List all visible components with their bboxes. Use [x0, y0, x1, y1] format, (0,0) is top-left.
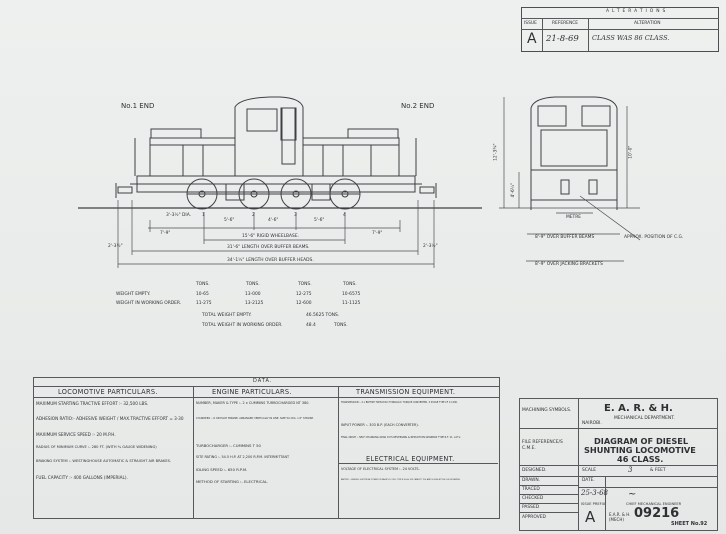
electrical-equipment-heading: ELECTRICAL EQUIPMENT.	[366, 455, 455, 463]
weights-header-4: TONS.	[343, 282, 357, 287]
weight-working-2: 13-2125	[245, 301, 264, 306]
diagram-title-line-1: DIAGRAM OF DIESEL	[594, 436, 689, 446]
cg-note: APPROX. POSITION OF C.G.	[624, 235, 684, 240]
end-dimension-left: 7'-9"	[160, 231, 171, 236]
electrical-line-2: BATTERY :- MESSRS. ELECTRICAL POWER STORAGE'S 12 CELL TYPE R.S.H.A. E19 CAPACITY 216 AMP. HOURS AT THE 5 HOUR RATING.	[341, 479, 461, 481]
passed-label: PASSED	[522, 505, 540, 510]
chief-engineer: CHIEF MECHANICAL ENGINEER	[626, 502, 682, 506]
alterations-title: ALTERATIONS	[606, 9, 669, 14]
loco-line-3: MAXIMUM SERVICE SPEED :- 20 M.P.H.	[36, 432, 116, 437]
engine-line-1: NUMBER, MAKER & TYPE :- 2 x CUMMINS TURBOCHARGED NT 380.	[196, 401, 310, 405]
loco-line-5: BRAKING SYSTEM :- WESTINGHOUSE AUTOMATIC & STRAIGHT AIR BRAKES.	[36, 459, 172, 463]
weight-working-3: 12-600	[296, 301, 312, 306]
axle-spacing-2: 4'-6"	[268, 218, 279, 223]
weight-working-1: 11-275	[196, 301, 212, 306]
overhang-right: 2'-3½"	[423, 244, 438, 249]
transmission-line-3: FINAL DRIVE :- SELF CHANGING GEAR CO'S REVERSING & REDUCTION GEARBOX TYPE R.F. 11. A.E.V.	[341, 436, 461, 439]
engine-particulars-heading: ENGINE PARTICULARS.	[212, 388, 292, 396]
weight-empty-1: 10-65	[196, 292, 209, 297]
sheet-number: SHEET No.92	[671, 521, 708, 527]
city: NAIROBI.	[582, 421, 602, 426]
diagram-title-line-2: SHUNTING LOCOMOTIVE	[584, 445, 696, 455]
engine-line-6: METHOD OF STARTING :- ELECTRICAL.	[196, 479, 269, 484]
length-over-heads: 34'-1½" LENGTH OVER BUFFER HEADS.	[227, 258, 314, 263]
loco-line-2: ADHESION RATIO:- ADHESIVE WEIGHT / MAX.TRACTIVE EFFORT = 3·30	[36, 416, 184, 421]
wheel-number-2: 2	[252, 213, 255, 218]
designed-label: DESIGNED.	[522, 468, 547, 473]
file-reference: FILE REFERENCE/S C.M.E.	[522, 440, 563, 451]
data-title: DATA.	[253, 378, 273, 384]
alterations-header-issue: ISSUE	[524, 21, 537, 26]
total-empty-label: TOTAL WEIGHT EMPTY.	[202, 313, 252, 318]
wheel-number-4: 4	[343, 213, 346, 218]
weight-working-4: 11-1125	[342, 301, 361, 306]
alteration-text: CLASS WAS 86 CLASS.	[592, 34, 670, 42]
diagram-title-line-3: 46 CLASS.	[617, 454, 664, 464]
machining-symbols: MACHINING SYMBOLS.	[522, 408, 572, 413]
height-overall: 12'-3¼"	[493, 143, 499, 161]
axle-spacing-3: 5'-6"	[314, 218, 325, 223]
weight-working-label: WEIGHT IN WORKING ORDER.	[116, 301, 182, 306]
scale-value: 3	[628, 466, 633, 474]
transmission-equipment-heading: TRANSMISSION EQUIPMENT.	[356, 388, 456, 396]
no1-end-label: No.1 END	[121, 102, 155, 110]
end-over-beams: 8'-9" OVER BUFFER BEAMS	[535, 235, 595, 240]
over-jacking: 8'-9" OVER JACKING BRACKETS	[535, 262, 603, 267]
date-label: DATE.	[582, 478, 595, 483]
overhang-left: 2'-3½"	[108, 244, 123, 249]
wheel-number-3: 3	[294, 213, 297, 218]
drawing-number: 09216	[634, 506, 680, 521]
date-value: 25-3-68	[581, 489, 608, 497]
ear-label: E.A.R. & H. (MECH)	[609, 512, 631, 523]
no2-end-label: No.2 END	[401, 102, 435, 110]
weights-header-3: TONS.	[298, 282, 312, 287]
locomotive-particulars-heading: LOCOMOTIVE PARTICULARS.	[58, 388, 158, 396]
loco-line-6: FUEL CAPACITY :- 400 GALLONS (IMPERIAL).	[36, 475, 128, 480]
department: MECHANICAL DEPARTMENT.	[614, 416, 675, 421]
wheel-diameter: 3'-3½" DIA.	[166, 213, 192, 218]
weight-empty-label: WEIGHT EMPTY.	[116, 292, 151, 297]
alteration-reference: 21-8-69	[546, 34, 579, 44]
scale-label: SCALE	[582, 468, 597, 473]
total-working-label: TOTAL WEIGHT IN WORKING ORDER.	[202, 323, 283, 328]
height-cab: 10'-0"	[628, 145, 634, 159]
chief-signature: ~	[628, 489, 637, 500]
weight-empty-2: 13-000	[245, 292, 261, 297]
weights-header-1: TONS.	[196, 282, 210, 287]
transmission-line-2: INPUT POWER :- 303 B.P. (EACH CONVERTER).	[341, 423, 419, 427]
alteration-issue: A	[527, 31, 537, 47]
engine-line-2: CYLINDERS :- 6 ON EACH ENGINE, ARRANGED VERTICALLY IN LINE. SIZE 5⅛ DIA. x 6" STROKE.	[196, 417, 314, 420]
drawn-label: DRAWN.	[522, 478, 541, 483]
weights-header-2: TONS.	[246, 282, 260, 287]
checked-label: CHECKED	[522, 496, 544, 501]
electrical-line-1: VOLTAGE OF ELECTRICAL SYSTEM :- 24 VOLTS.	[341, 467, 420, 471]
engine-line-5: IDLING SPEED :- 650 R.P.M.	[196, 467, 248, 472]
axle-spacing-1: 5'-6"	[224, 218, 235, 223]
loco-line-4: RADIUS OF MINIMUM CURVE :- 280 FT. (WITH ¾ GAUGE WIDENING)	[36, 445, 157, 449]
loco-line-1: MAXIMUM STARTING TRACTIVE EFFORT :- 32,500 LBS.	[36, 401, 149, 406]
wheel-number-1: 1	[202, 213, 205, 218]
approved-label: APPROVED	[522, 515, 546, 520]
weight-empty-4: 10-6575	[342, 292, 361, 297]
issue-letter: A	[585, 508, 596, 526]
metre-label: METRE	[566, 215, 582, 220]
total-empty-value: 46.5625 TONS.	[306, 313, 340, 318]
scale-unit: & FEET	[650, 468, 666, 473]
company-name: E. A. R. & H.	[604, 403, 673, 414]
alterations-header-alteration: ALTERATION	[634, 21, 661, 26]
end-dimension-right: 7'-9"	[372, 231, 383, 236]
rigid-wheelbase: 15'-6" RIGID WHEELBASE.	[242, 234, 300, 239]
total-working-value: 48.4	[306, 323, 316, 328]
engine-line-3: TURBOCHARGER :- CUMMINS T 50	[196, 443, 261, 448]
alterations-header-reference: REFERENCE	[552, 21, 579, 26]
traced-label: TRACED	[522, 487, 540, 492]
total-working-unit: TONS.	[334, 323, 348, 328]
height-body: 4'-6½"	[511, 182, 517, 198]
transmission-line-1: TRANSMISSION :- 2 x BRITISH TWIN DISC HYDRAULIC TORQUE CONVERTER, 3 STAGE TYPE CF 11,500.	[341, 401, 458, 404]
issue-prefix-label: ISSUE PREFIX	[581, 502, 606, 506]
length-over-beams: 31'-6" LENGTH OVER BUFFER BEAMS.	[227, 245, 310, 250]
engine-line-4: SITE RATING :- 54.5 H.P. AT 2,200 R.P.M. INTERMITTANT	[196, 455, 290, 459]
weight-empty-3: 12-275	[296, 292, 312, 297]
